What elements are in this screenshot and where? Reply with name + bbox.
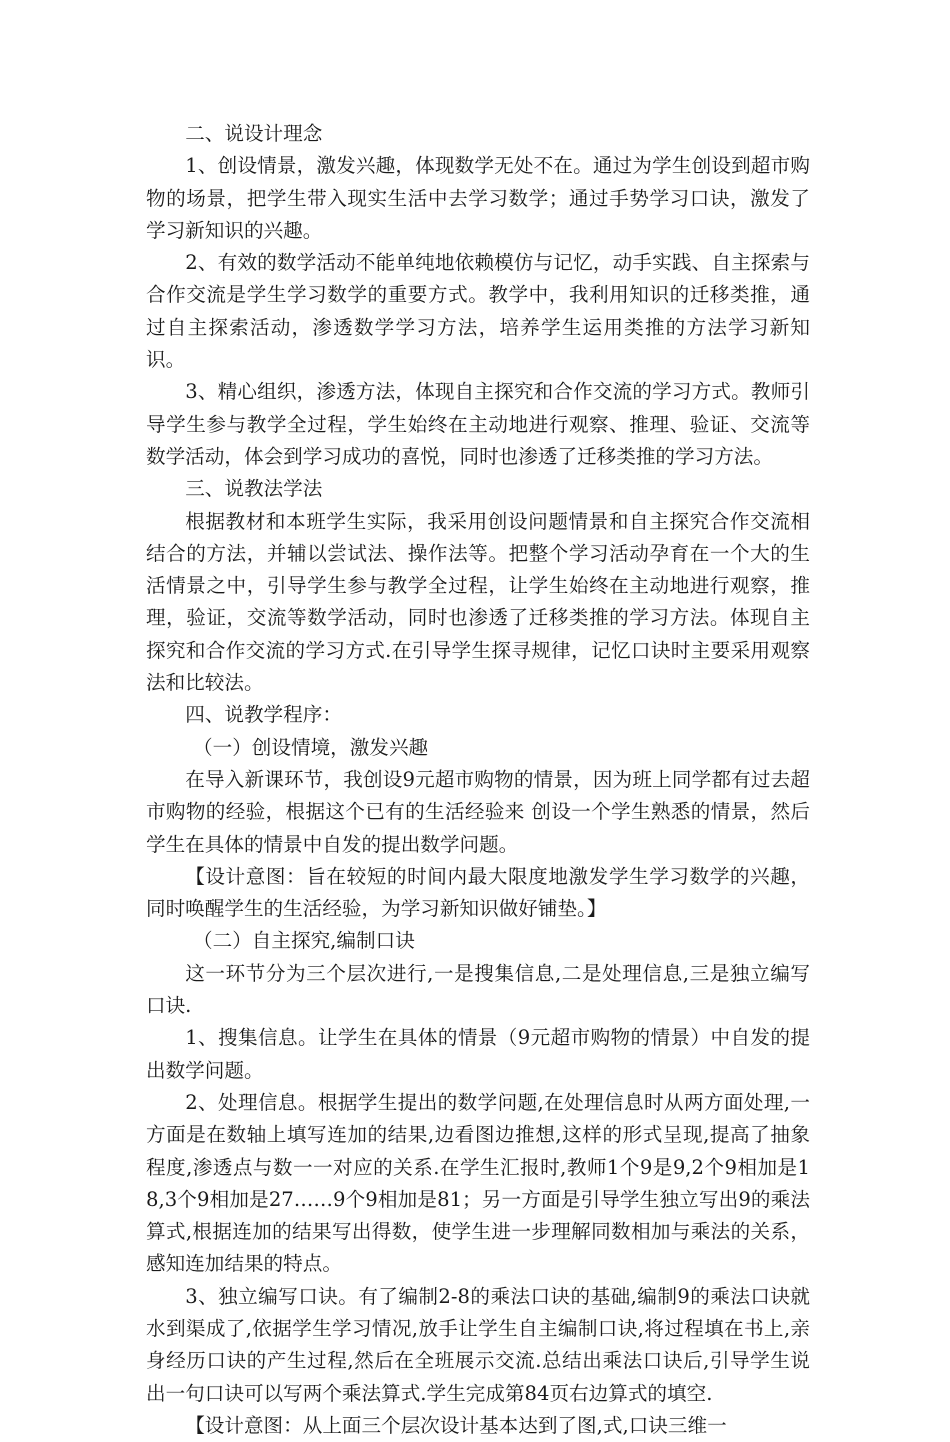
paragraph-teaching-methods: 根据教材和本班学生实际，我采用创设问题情景和自主探究合作交流相结合的方法，并辅以尝试法、操作法等。把整个学习活动孕育在一个大的生活情景之中，引导学生参与教学全过程，让学生始终在主动地进行观察，推理，验证，交流等数学活动，同时也渗透了迁移类推的学习方法。体现自主探究和合作交流的学习方式.在引导学生探寻规律，记忆口诀时主要采用观察法和比较法。 bbox=[146, 509, 810, 695]
paragraph-three-levels: 这一环节分为三个层次进行,一是搜集信息,二是处理信息,三是独立编写口诀. bbox=[146, 961, 810, 1018]
subheading-self-exploration: （二）自主探究,编制口诀 bbox=[193, 929, 415, 953]
document-page bbox=[146, 118, 810, 1442]
paragraph-collect-info: 1、搜集信息。让学生在具体的情景（9元超市购物的情景）中自发的提出数学问题。 bbox=[146, 1026, 810, 1082]
subheading-create-situation: （一）创设情境，激发兴趣 bbox=[193, 735, 429, 759]
section-heading-teaching-procedure: 四、说教学程序： bbox=[185, 703, 342, 727]
paragraph-write-formula: 3、独立编写口诀。有了编制2-8的乘法口诀的基础,编制9的乘法口诀就水到渠成了,依据学生学习情况,放手让学生自主编制口诀,将过程填在书上,亲身经历口诀的产生过程,然后在全班展示交流.总结出乘法口诀后,引导学生说出一句口诀可以写两个乘法算式.学生完成第84页右边算式的填空. bbox=[146, 1284, 810, 1405]
paragraph-process-info: 2、处理信息。根据学生提出的数学问题,在处理信息时从两方面处理,一方面是在数轴上填写连加的结果,边看图边推想,这样的形式呈现,提高了抽象程度,渗透点与数一一对应的关系.在学生汇报时,教师1个9是9,2个9相加是18,3个9相加是27……9个9相加是81；另一方面是引导学生独立写出9的乘法算式,根据连加的结果写出得数，使学生进一步理解同数相加与乘法的关系，感知连加结果的特点。 bbox=[146, 1090, 810, 1276]
section-heading-teaching-methods: 三、说教法学法 bbox=[185, 477, 323, 501]
section-heading-design-concept: 二、说设计理念 bbox=[185, 122, 323, 145]
paragraph-intro-new-lesson: 在导入新课环节，我创设9元超市购物的情景，因为班上同学都有过去超市购物的经验，根据这个已有的生活经验来 创设一个学生熟悉的情景，然后学生在具体的情景中自发的提出数学问题。 bbox=[146, 767, 810, 856]
paragraph-design-intent-2: 【设计意图：从上面三个层次设计基本达到了图,式,口诀三维一 bbox=[185, 1413, 727, 1437]
paragraph-design-concept-1: 1、创设情景，激发兴趣，体现数学无处不在。通过为学生创设到超市购物的场景，把学生带入现实生活中去学习数学；通过手势学习口诀，激发了学习新知识的兴趣。 bbox=[146, 154, 810, 242]
paragraph-design-concept-2: 2、有效的数学活动不能单纯地依赖模仿与记忆，动手实践、自主探索与合作交流是学生学习数学的重要方式。教学中，我利用知识的迁移类推，通过自主探索活动，渗透数学学习方法，培养学生运用类推的方法学习新知识。 bbox=[146, 251, 810, 372]
paragraph-design-intent-1: 【设计意图：旨在较短的时间内最大限度地激发学生学习数学的兴趣，同时唤醒学生的生活经验，为学习新知识做好铺垫。】 bbox=[146, 864, 810, 921]
paragraph-design-concept-3: 3、精心组织，渗透方法，体现自主探究和合作交流的学习方式。教师引导学生参与教学全过程，学生始终在主动地进行观察、推理、验证、交流等数学活动，体会到学习成功的喜悦，同时也渗透了迁移类推的学习方法。 bbox=[146, 380, 810, 468]
